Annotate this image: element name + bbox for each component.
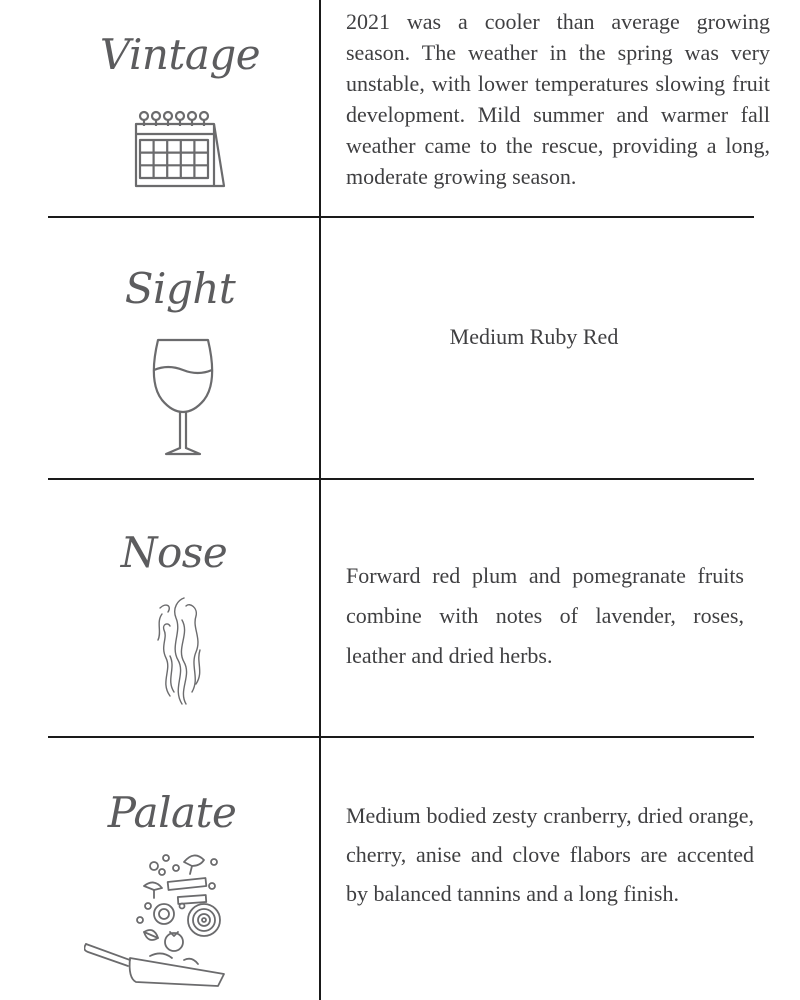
row-divider [48,216,754,218]
aroma-swirl-icon [152,592,208,708]
calendar-icon [126,108,232,192]
vintage-title: Vintage [99,30,261,79]
nose-title: Nose [120,528,228,577]
vintage-description: 2021 was a cooler than average growing season. The weather in the spring was very unstable, with lower temperatures slowing fruit development. Mild summer and warmer fall weather came to the rescue, providing a long, moderate growing season. [346,9,770,189]
palate-title: Palate [107,788,237,837]
wine-glass-icon [148,336,218,458]
row-divider [48,478,754,480]
sight-title: Sight [124,264,236,313]
nose-description: Forward red plum and pomegranate fruits combine with notes of lavender, roses, leather and dried herbs. [346,563,744,668]
tossing-pan-icon [84,848,234,990]
row-divider [48,736,754,738]
palate-description: Medium bodied zesty cranberry, dried orange, cherry, anise and clove flabors are accented by balanced tannins and a long finish. [346,803,754,906]
column-divider [319,0,321,1000]
sight-description: Medium Ruby Red [449,324,619,349]
